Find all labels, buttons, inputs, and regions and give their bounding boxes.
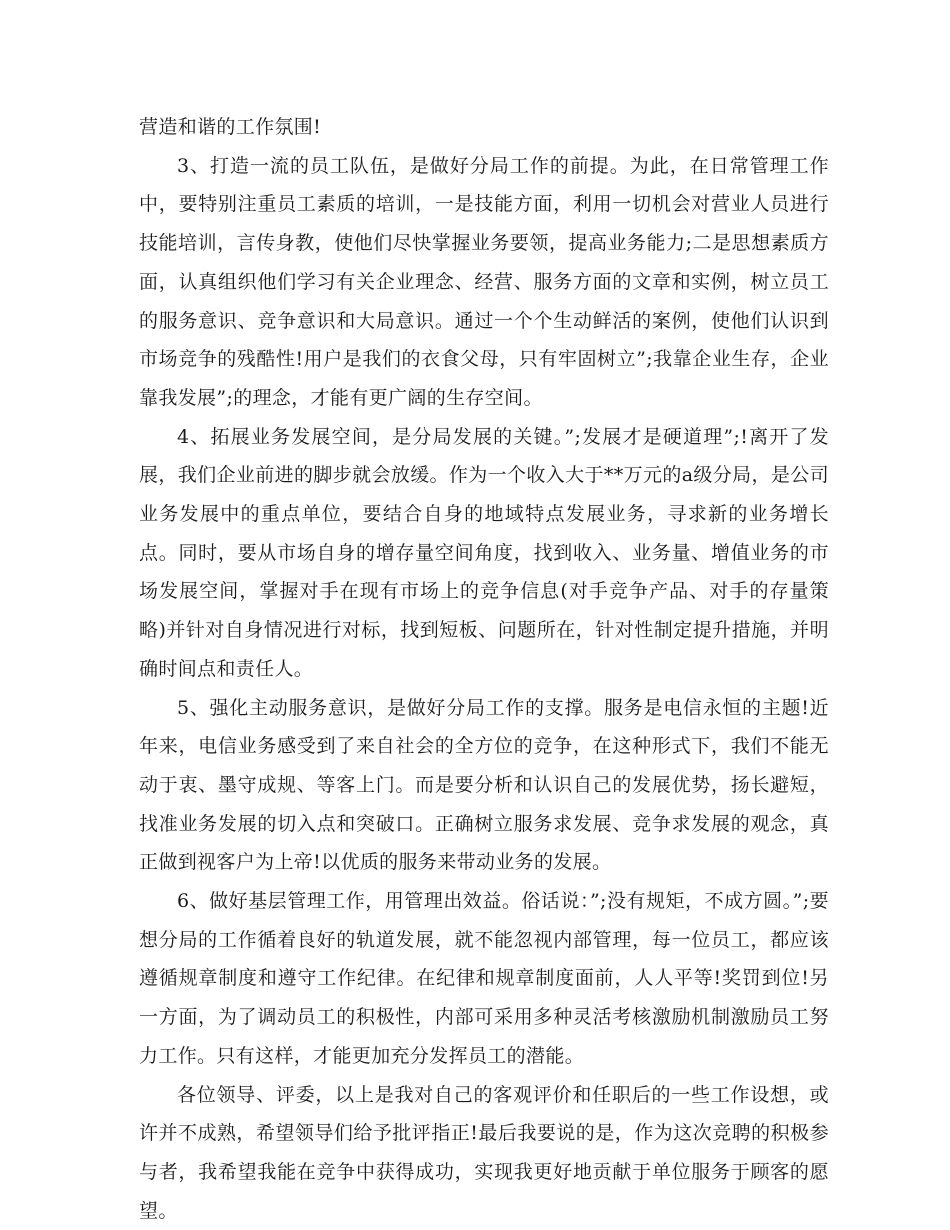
paragraph-point-6: 6、做好基层管理工作，用管理出效益。俗话说：”;没有规矩，不成方圆。”;要想分局的工作循着良好的轨道发展，就不能忽视内部管理，每一位员工，都应该遵循规章制度和遵守工作纪律。在纪律和规章制度面前，人人平等!奖罚到位!另一方面，为了调动员工的积极性，内部可采用多种灵活考核激励机制激励员工努力工作。只有这样，才能更加充分发挥员工的潜能。 [139,890,829,1067]
document-page [139,108,829,1230]
paragraph-point-3: 3、打造一流的员工队伍，是做好分局工作的前提。为此，在日常管理工作中，要特别注重员工素质的培训，一是技能方面，利用一切机会对营业人员进行技能培训，言传身教，使他们尽快掌握业务要领，提高业务能力;二是思想素质方面，认真组织他们学习有关企业理念、经营、服务方面的文章和实例，树立员工的服务意识、竞争意识和大局意识。通过一个个生动鲜活的案例，使他们认识到市场竞争的残酷性!用户是我们的衣食父母，只有牢固树立”;我靠企业生存，企业靠我发展”;的理念，才能有更广阔的生存空间。 [139,154,829,409]
paragraph-point-4: 4、拓展业务发展空间，是分局发展的关键。”;发展才是硬道理”;!离开了发展，我们企业前进的脚步就会放缓。作为一个收入大于**万元的a级分局，是公司业务发展中的重点单位，要结合自身的地域特点发展业务，寻求新的业务增长点。同时，要从市场自身的增存量空间角度，找到收入、业务量、增值业务的市场发展空间，掌握对手在现有市场上的竞争信息(对手竞争产品、对手的存量策略)并针对自身情况进行对标，找到短板、问题所在，针对性制定提升措施，并明确时间点和责任人。 [139,425,829,680]
paragraph-point-5: 5、强化主动服务意识，是做好分局工作的支撑。服务是电信永恒的主题!近年来，电信业务感受到了来自社会的全方位的竞争，在这种形式下，我们不能无动于衷、墨守成规、等客上门。而是要分析和认识自己的发展优势，扬长避短，找准业务发展的切入点和突破口。正确树立服务求发展、竞争求发展的观念，真正做到视客户为上帝!以优质的服务来带动业务的发展。 [139,696,829,874]
paragraph-closing: 各位领导、评委，以上是我对自己的客观评价和任职后的一些工作设想，或许并不成熟，希望领导们给予批评指正!最后我要说的是，作为这次竞聘的积极参与者，我希望我能在竞争中获得成功，实现我更好地贡献于单位服务于顾客的愿望。 [139,1083,829,1222]
paragraph-continuation: 营造和谐的工作氛围! [139,116,322,138]
